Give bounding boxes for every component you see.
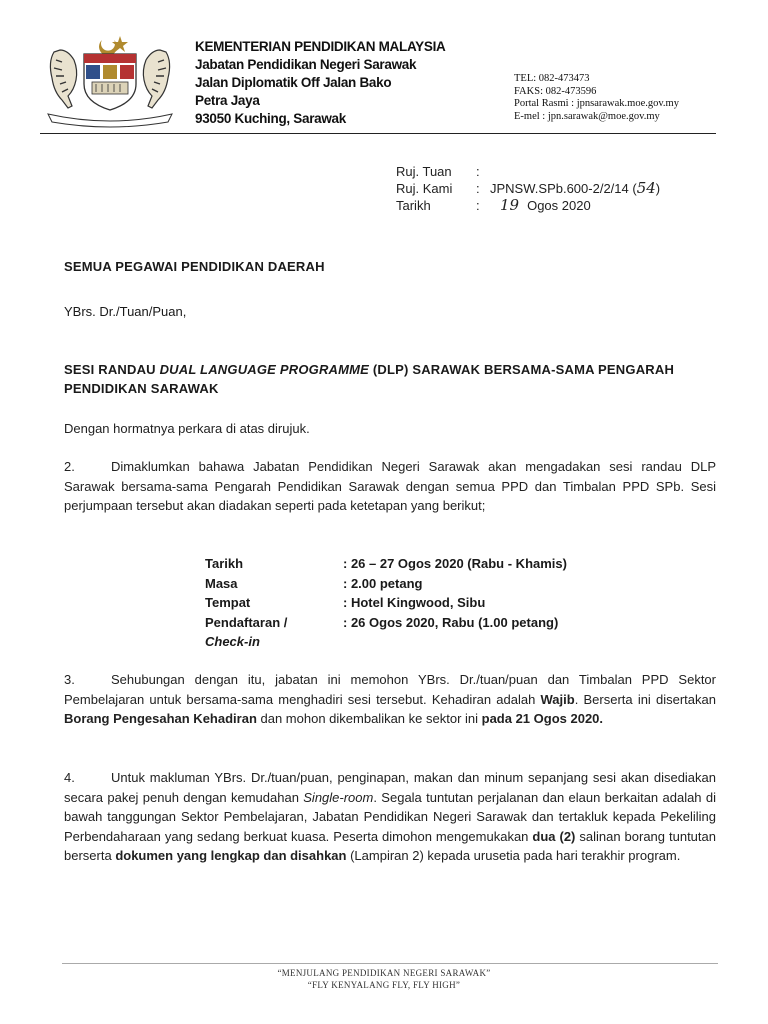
ruj-kami-handwritten: 54 [636,179,656,197]
footer-motto-2: “FLY KENYALANG FLY, FLY HIGH” [307,980,461,990]
reference-block [396,163,660,214]
paragraph-4: 4. Untuk makluman YBrs. Dr./tuan/puan, penginapan, makan dan minum sepanjang sesi akan disediakan secara pakej penuh dengan kemudahan Single-room. Segala tuntutan perjalanan dan elaun berkaitan adalah di bawah tanggungan Sektor Pembelajaran, Jabatan Pendidikan Negeri Sarawak dan tertakluk kepada Pekeliling Perbendaharaan yang sedang berkuat kuasa. Peserta dimohon mengemukakan dua (2) salinan borang tuntutan berserta dokumen yang lengkap dan disahkan (Lampiran 2) kepada urusetia pada hari terakhir program. [64,770,716,863]
ruj-kami-label: Ruj. Kami [396,181,453,196]
schedule-value: : 26 – 27 Ogos 2020 (Rabu - Khamis) [343,556,567,571]
subject-italic: DUAL LANGUAGE PROGRAMME [159,362,370,377]
schedule-key: Tempat [205,595,251,610]
contact-block [514,73,679,123]
organization-block [195,38,445,128]
schedule-value: : Hotel Kingwood, Sibu [343,595,486,610]
paragraph-3-number: 3. [64,672,75,687]
schedule-key: Masa [205,575,238,591]
schedule-value: : 26 Ogos 2020, Rabu (1.00 petang) [343,614,559,630]
ruj-kami-close: ) [655,181,661,196]
paragraph-2-number: 2. [64,459,75,474]
address-line-3: 93050 Kuching, Sarawak [195,111,346,126]
paragraph-3: 3. Sehubungan dengan itu, jabatan ini memohon YBrs. Dr./tuan/puan dan Timbalan PPD Sektor Pembelajaran untuk bersama-sama menghadiri sesi tersebut. Kehadiran adalah Wajib. Berserta ini disertakan Borang Pengesahan Kehadiran dan mohon dikembalikan ke sektor ini pada 21 Ogos 2020. [64,672,716,726]
tarikh-value: Ogos 2020 [527,198,591,213]
header-divider [40,133,716,134]
footer-motto-1: “MENJULANG PENDIDIKAN NEGERI SARAWAK” [277,968,491,978]
schedule-key-checkin: Check-in [205,634,260,649]
tarikh-handwritten-day: 19 [500,196,520,214]
ruj-tuan-row: Ruj. Tuan : [396,164,480,179]
schedule-row [205,574,567,594]
ministry-name: KEMENTERIAN PENDIDIKAN MALAYSIA [195,39,446,54]
schedule-row [205,632,567,652]
opening-line: Dengan hormatnya perkara di atas dirujuk. [64,421,310,436]
schedule-key: Tarikh [205,556,244,571]
ruj-kami-row: Ruj. Kami : JPNSW.SPb.600-2/2/14 ( 54 ) [396,179,661,197]
department-name: Jabatan Pendidikan Negeri Sarawak [195,57,417,72]
schedule-value: : 2.00 petang [343,575,423,591]
fax: FAKS: 082-473596 [514,85,597,97]
tarikh-label: Tarikh [396,198,431,213]
email: E-mel : jpn.sarawak@moe.gov.my [514,110,660,122]
telephone: TEL: 082-473473 [514,73,590,84]
official-portal: Portal Rasmi : jpnsarawak.moe.gov.my [514,98,679,109]
schedule-key: Pendaftaran / [205,614,288,630]
ruj-tuan-label: Ruj. Tuan [396,164,452,179]
coat-of-arms-logo [40,32,180,128]
schedule-table [205,554,567,652]
schedule-row [205,593,567,613]
address-line-1: Jalan Diplomatik Off Jalan Bako [195,75,392,90]
schedule-row [205,554,567,574]
schedule-row [205,613,567,633]
paragraph-2 [64,457,716,516]
paragraph-4-number: 4. [64,770,75,785]
letter-subject: SESI RANDAU DUAL LANGUAGE PROGRAMME (DLP) SARAWAK BERSAMA-SAMA PENGARAH PENDIDIKAN SARAWAK [64,362,675,396]
paragraph-2-text: Dimaklumkan bahawa Jabatan Pendidikan Negeri Sarawak akan mengadakan sesi randau DLP Sarawak bersama-sama Pengarah Pendidikan Sarawak dengan semua PPD dan Timbalan PPD SPb. Sesi perjumpaan tersebut akan diadakan seperti pada ketetapan yang berikut; [64,459,716,513]
ruj-kami-value: JPNSW.SPb.600-2/2/14 ( [490,181,637,196]
salutation: YBrs. Dr./Tuan/Puan, [64,304,187,319]
addressee: SEMUA PEGAWAI PENDIDIKAN DAERAH [64,259,325,274]
tarikh-row: Tarikh : 19 Ogos 2020 [396,196,591,214]
footer-divider [62,963,718,964]
address-line-2: Petra Jaya [195,93,260,108]
